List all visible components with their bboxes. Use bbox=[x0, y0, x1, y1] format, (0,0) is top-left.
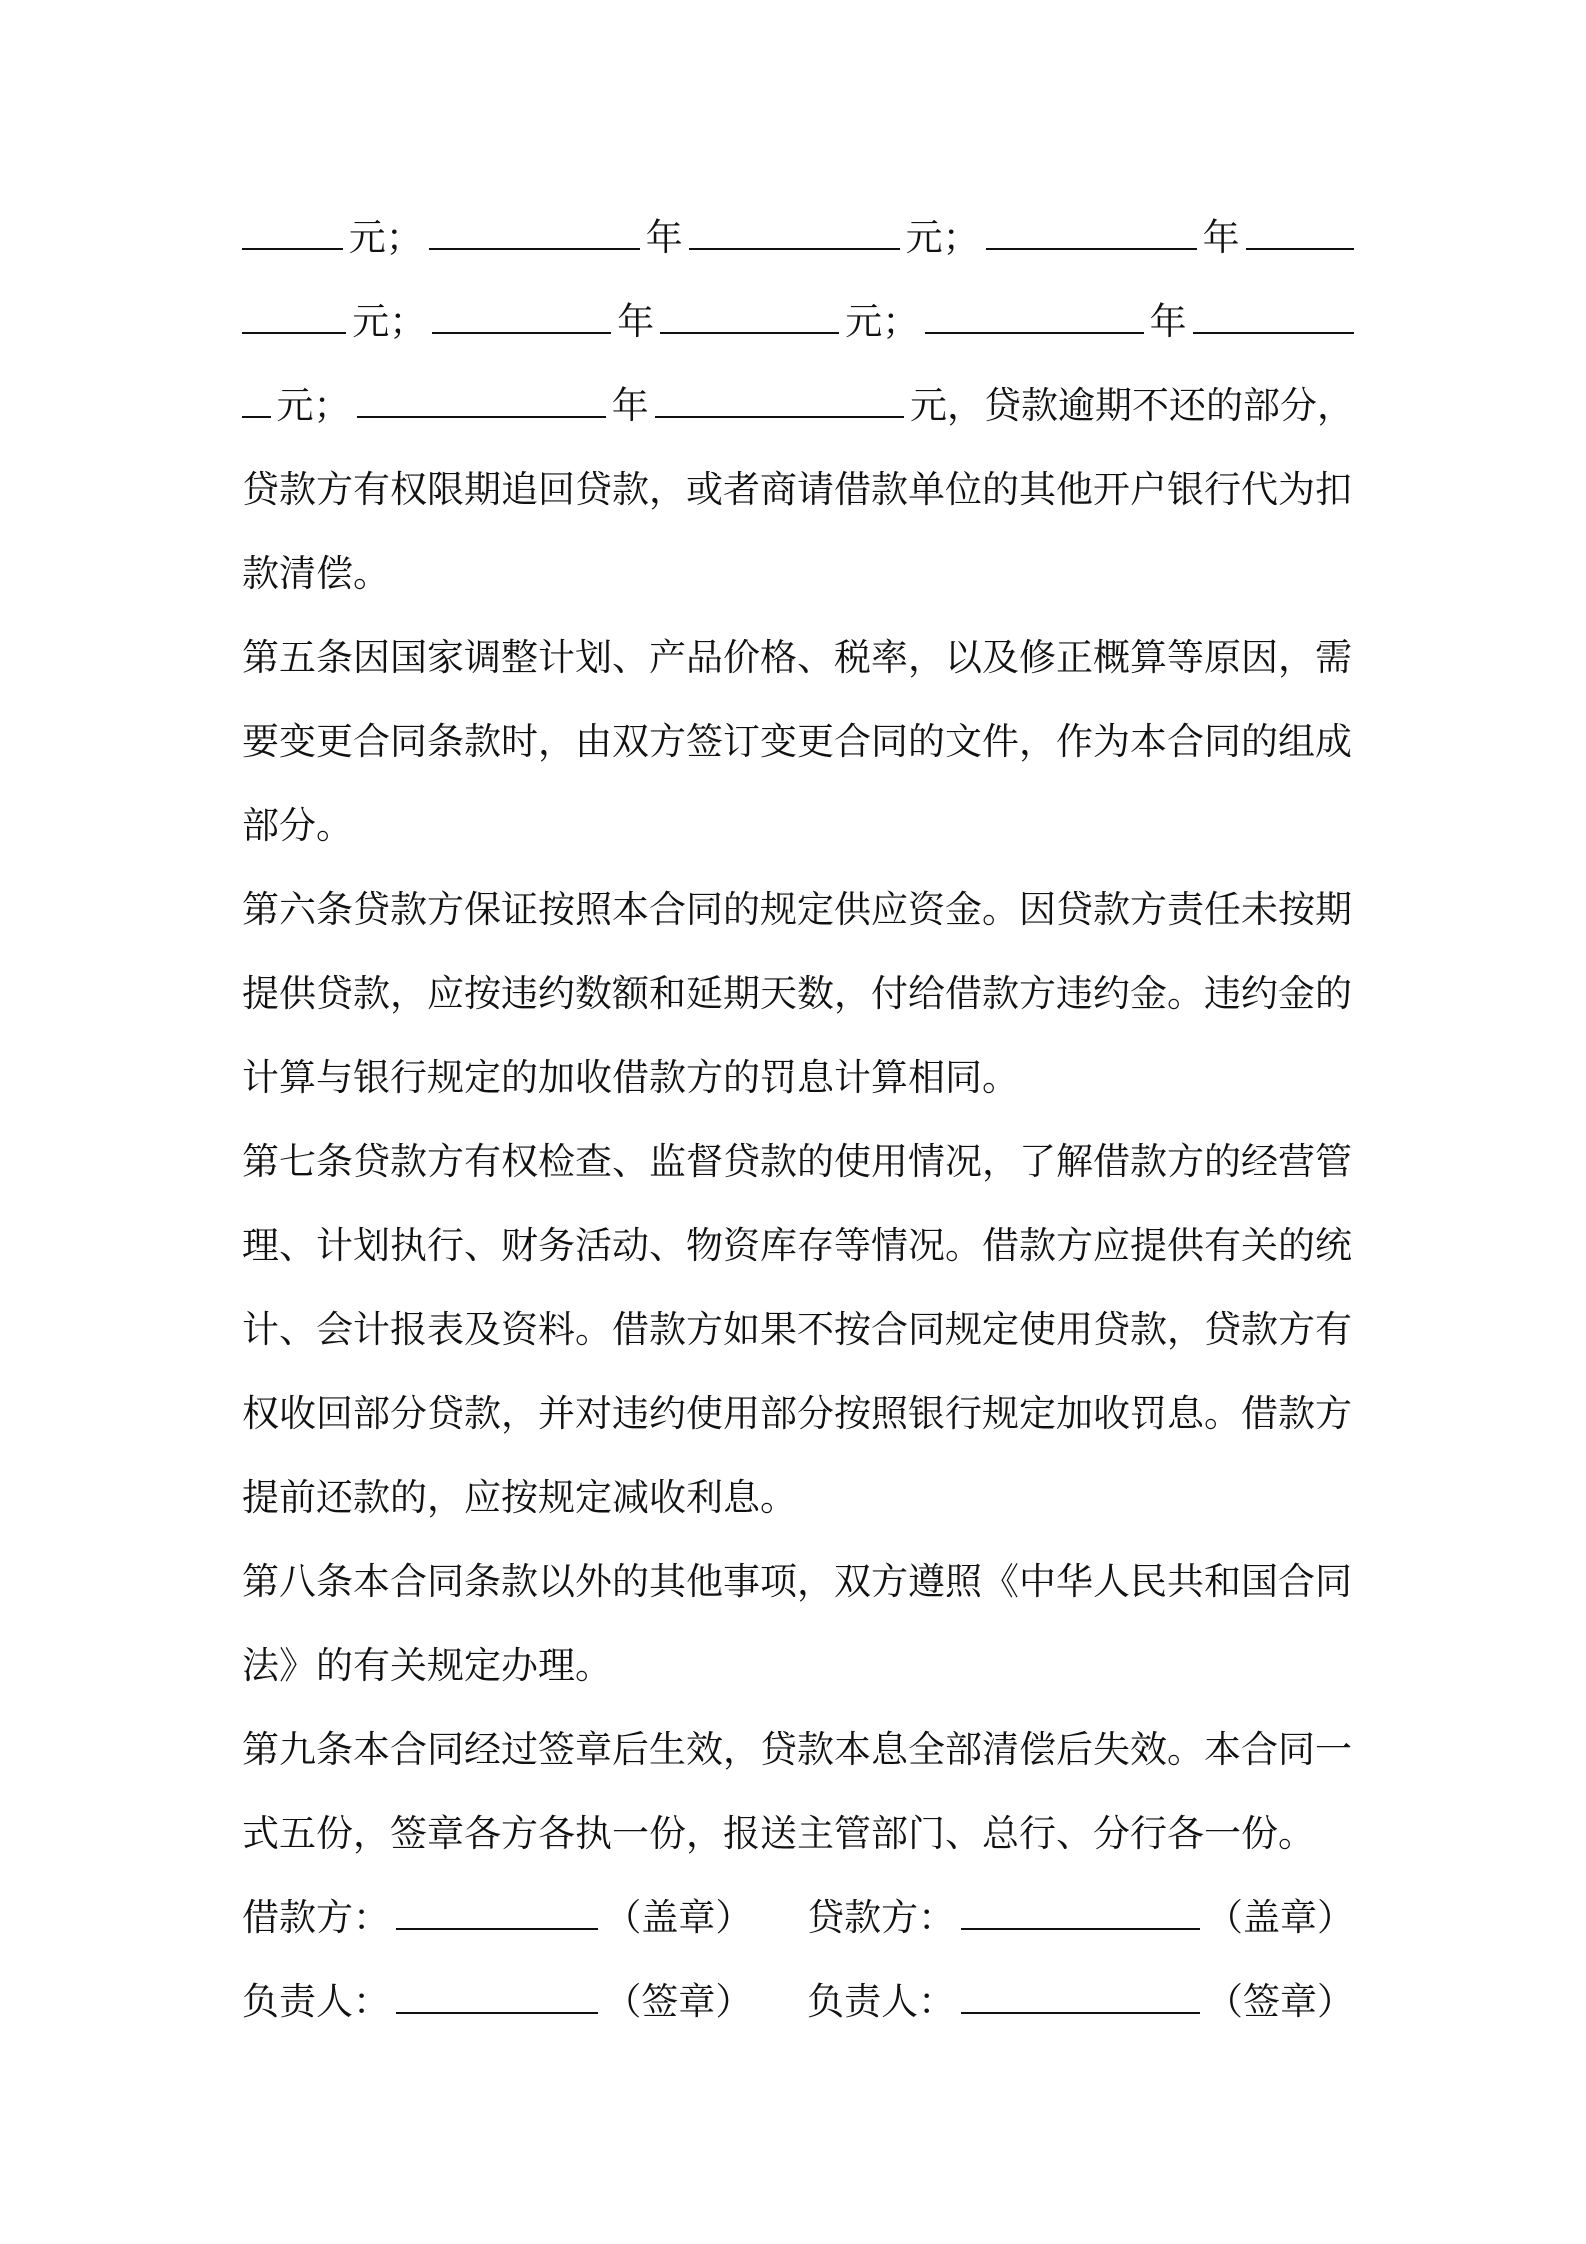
amount-blank[interactable] bbox=[660, 292, 839, 334]
text-line: 权收回部分贷款，并对违约使用部分按照银行规定加收罚息。借款方 bbox=[242, 1392, 1352, 1435]
nian-text: 年 bbox=[1149, 300, 1187, 343]
text-line: 理、计划执行、财务活动、物资库存等情况。借款方应提供有关的统 bbox=[242, 1224, 1352, 1267]
text-line: 部分。 bbox=[242, 804, 353, 847]
sign-text: （签章） bbox=[1205, 1980, 1354, 2023]
year-blank[interactable] bbox=[357, 376, 606, 418]
text-line: 法》的有关规定办理。 bbox=[242, 1644, 612, 1687]
year-blank[interactable] bbox=[986, 208, 1197, 250]
text-line: 计、会计报表及资料。借款方如果不按合同规定使用贷款，贷款方有 bbox=[242, 1308, 1352, 1351]
text-line: 要变更合同条款时，由双方签订变更合同的文件，作为本合同的组成 bbox=[242, 720, 1352, 763]
text-line: 式五份，签章各方各执一份，报送主管部门、总行、分行各一份。 bbox=[242, 1812, 1315, 1855]
nian-text: 年 bbox=[611, 384, 649, 427]
text-line: 提前还款的，应按规定减收利息。 bbox=[242, 1476, 797, 1519]
contract-page bbox=[242, 196, 1354, 2044]
overdue-text: 元，贷款逾期不还的部分， bbox=[910, 384, 1354, 427]
article-9 bbox=[242, 1708, 1354, 1876]
lender-responsible-label: 负责人： bbox=[807, 1980, 956, 2023]
yuan-text: 元； bbox=[352, 300, 427, 343]
text-line: 第七条贷款方有权检查、监督贷款的使用情况，了解借款方的经营管 bbox=[242, 1140, 1352, 1183]
article-5 bbox=[242, 616, 1354, 868]
seal-text: （盖章） bbox=[1205, 1896, 1354, 1939]
borrower-seal-field[interactable] bbox=[396, 1888, 598, 1930]
year-blank[interactable] bbox=[925, 292, 1143, 334]
signature-row-sign bbox=[242, 1960, 1354, 2044]
yuan-text: 元； bbox=[905, 216, 980, 259]
text-line: 贷款方有权限期追回贷款，或者商请借款单位的其他开户银行代为扣 bbox=[242, 468, 1352, 511]
amount-blank[interactable] bbox=[1246, 208, 1354, 250]
year-blank[interactable] bbox=[432, 292, 611, 334]
amount-line-1 bbox=[242, 196, 1354, 280]
text-line: 计算与银行规定的加收借款方的罚息计算相同。 bbox=[242, 1056, 1019, 1099]
text-line: 第六条贷款方保证按照本合同的规定供应资金。因贷款方责任未按期 bbox=[242, 888, 1352, 931]
amount-blank[interactable] bbox=[242, 292, 346, 334]
amount-line-3 bbox=[242, 364, 1354, 448]
amount-line-2 bbox=[242, 280, 1354, 364]
borrower-sign-field[interactable] bbox=[396, 1972, 598, 2014]
lender-label: 贷款方： bbox=[807, 1896, 956, 1939]
borrower-label: 借款方： bbox=[242, 1896, 390, 1939]
signature-row-seal bbox=[242, 1876, 1354, 1960]
article-8 bbox=[242, 1540, 1354, 1708]
text-line: 第五条因国家调整计划、产品价格、税率，以及修正概算等原因，需 bbox=[242, 636, 1352, 679]
lender-seal-field[interactable] bbox=[961, 1888, 1200, 1930]
nian-text: 年 bbox=[617, 300, 655, 343]
nian-text: 年 bbox=[645, 216, 683, 259]
article-6 bbox=[242, 868, 1354, 1120]
yuan-text: 元； bbox=[845, 300, 920, 343]
text-line: 提供贷款，应按违约数额和延期天数，付给借款方违约金。违约金的 bbox=[242, 972, 1352, 1015]
amount-blank[interactable] bbox=[1193, 292, 1354, 334]
amount-blank[interactable] bbox=[242, 376, 271, 418]
sign-text: （签章） bbox=[604, 1980, 753, 2023]
text-line: 第八条本合同条款以外的其他事项，双方遵照《中华人民共和国合同 bbox=[242, 1560, 1352, 1603]
article-7 bbox=[242, 1120, 1354, 1540]
borrower-responsible-label: 负责人： bbox=[242, 1980, 390, 2023]
amount-blank[interactable] bbox=[242, 208, 343, 250]
year-blank[interactable] bbox=[429, 208, 640, 250]
lender-sign-field[interactable] bbox=[961, 1972, 1200, 2014]
amount-blank[interactable] bbox=[655, 376, 904, 418]
seal-text: （盖章） bbox=[604, 1896, 753, 1939]
text-line: 第九条本合同经过签章后生效，贷款本息全部清偿后失效。本合同一 bbox=[242, 1728, 1352, 1771]
yuan-text: 元； bbox=[348, 216, 423, 259]
text-line: 款清偿。 bbox=[242, 552, 390, 595]
amount-blank[interactable] bbox=[689, 208, 900, 250]
yuan-text: 元； bbox=[276, 384, 351, 427]
nian-text: 年 bbox=[1202, 216, 1240, 259]
